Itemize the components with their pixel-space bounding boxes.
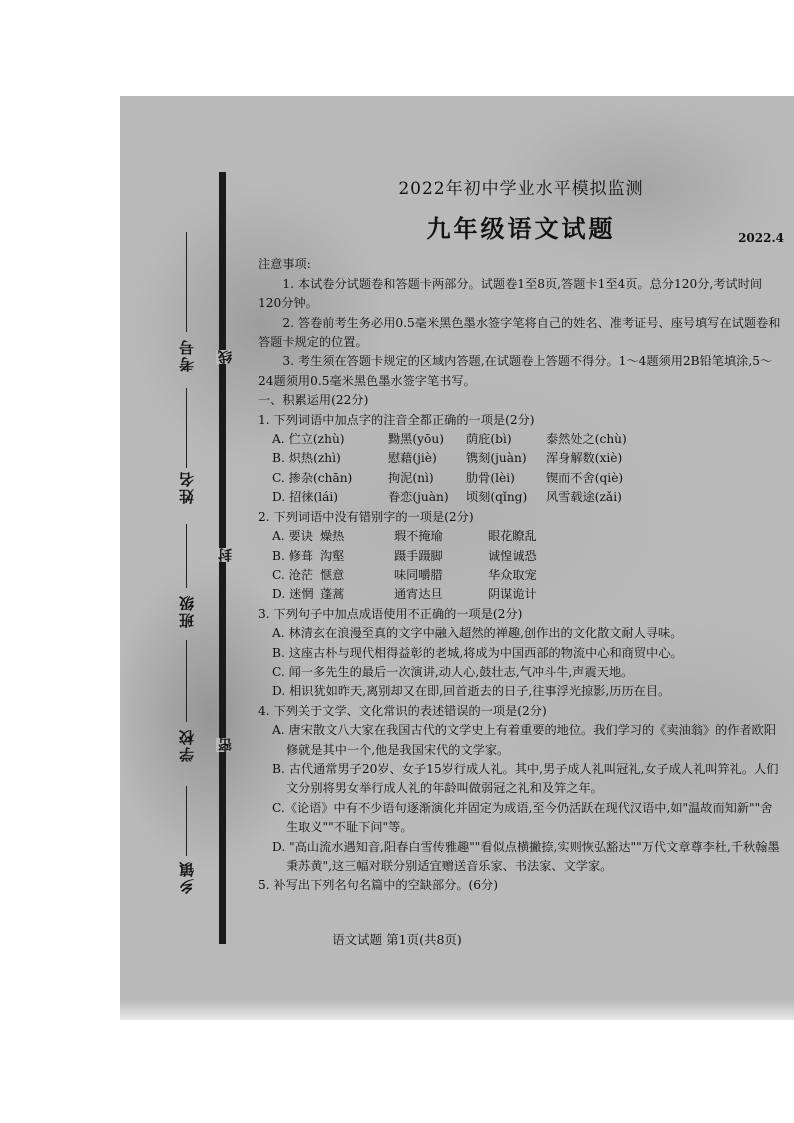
exam-title: 2022年初中学业水平模拟监测 (398, 179, 644, 199)
title-row (258, 214, 784, 251)
option-cell: A. 伫立(zhù) (272, 432, 345, 447)
option-line: C.《论语》中有不少语句逐渐演化并固定为成语,至今仍活跃在现代汉语中,如"温故而知新""舍生取义""不耻下问"等。 (272, 800, 773, 835)
seal-mark-xian: 线 (218, 350, 234, 364)
option-cell: 沟壑 (320, 548, 345, 563)
option-cell: 浑身解数(xiè) (546, 451, 623, 466)
option-cell: B. 修葺 (272, 548, 314, 563)
option-line: C. 闻一多先生的最后一次演讲,动人心,鼓壮志,气冲斗牛,声震天地。 (272, 664, 634, 679)
banji-blank (186, 524, 187, 588)
option-cell: 荫庇(bì) (466, 432, 512, 447)
option-line: A. 唐宋散文八大家在我国古代的文学史上有着重要的地位。我们学习的《卖油翁》的作者欧阳修就是其中一个,他是我国宋代的文学家。 (272, 723, 777, 757)
page-footer: 语文试题 第1页(共8页) (332, 932, 462, 947)
seal-mark-feng: 封 (218, 548, 234, 562)
option-cell: 眼花瞭乱 (488, 529, 537, 544)
notice-heading: 注意事项: (258, 257, 311, 272)
option-cell: 阴谋诡计 (488, 587, 537, 602)
option-cell: 华众取宠 (488, 567, 537, 582)
xingming-label: 姓名 (178, 470, 196, 504)
xuexiao-blank (186, 640, 187, 722)
xuexiao-label: 学校 (178, 728, 196, 762)
option-cell: 黝黑(yōu) (388, 432, 444, 447)
option-cell: 燥热 (320, 529, 345, 544)
exam-content (258, 180, 784, 896)
question-stem: 2. 下列词语中没有错别字的一项是(2分) (258, 509, 474, 524)
option-cell: C. 掺杂(chān) (272, 470, 353, 485)
option-line: D. 相识犹如昨天,离别却又在即,回首逝去的日子,往事浮光掠影,历历在目。 (272, 684, 671, 699)
section-heading: 一、积累运用(22分) (258, 393, 369, 408)
banji-label: 班级 (178, 594, 196, 628)
xiangzhen-blank (186, 786, 187, 856)
question-stem: 1. 下列词语中加点字的注音全都正确的一项是(2分) (258, 412, 535, 427)
notice-item: 1. 本试卷分试题卷和答题卡两部分。试题卷1至8页,答题卡1至4页。总分120分,考试时间120分钟。 (258, 276, 763, 311)
option-cell: 诚惶诚恐 (488, 548, 537, 563)
option-cell: 顷刻(qǐng) (466, 490, 528, 505)
paper-title: 九年级语文试题 (426, 214, 616, 244)
seal-mark-mi: 密 (218, 738, 234, 752)
option-cell: 拘泥(nì) (388, 470, 434, 485)
exam-date: 2022.4 (738, 231, 784, 246)
option-cell: 泰然处之(chù) (546, 432, 627, 447)
q2-options (258, 527, 784, 605)
option-cell: 眷恋(juàn) (388, 490, 449, 505)
kaohao-label: 考号 (178, 338, 196, 372)
option-cell: 蓬蒿 (320, 587, 345, 602)
notice-item: 2. 答卷前考生务必用0.5毫米黑色墨水签字笔将自己的姓名、准考证号、座号填写在试题卷和答题卡规定的位置。 (258, 315, 781, 350)
option-cell: 镌刻(juàn) (466, 451, 527, 466)
option-cell: D. 招徕(lái) (272, 490, 339, 505)
xiangzhen-label: 乡镇 (178, 860, 196, 894)
question-stem: 5. 补写出下列名句名篇中的空缺部分。(6分) (258, 878, 498, 893)
question-stem: 3. 下列句子中加点成语使用不正确的一项是(2分) (258, 606, 523, 621)
option-line: B. 古代通常男子20岁、女子15岁行成人礼。其中,男子成人礼叫冠礼,女子成人礼叫笄礼。人们文分别将男女举行成人礼的年龄叫做弱冠之礼和及笄之年。 (272, 761, 779, 796)
option-cell: A. 要诀 (272, 529, 313, 544)
option-cell: 锲而不舍(qiè) (546, 470, 624, 485)
option-cell: 通宵达旦 (394, 587, 443, 602)
xingming-blank (186, 388, 187, 468)
option-cell: 蹑手蹑脚 (394, 548, 443, 563)
option-line: D. "高山流水遇知音,阳春白雪传雅趣""看似点横撇捺,实则恢弘豁达""万代文章尊李杜,千秋翰墨秉苏黄",这三幅对联分别适宜赠送音乐家、书法家、文学家。 (272, 839, 780, 873)
option-cell: 风雪载途(zǎi) (546, 490, 622, 505)
option-line: B. 这座古朴与现代相得益彰的老城,将成为中国西部的物流中心和商贸中心。 (272, 645, 683, 660)
question-stem: 4. 下列关于文学、文化常识的表述错误的一项是(2分) (258, 703, 547, 718)
option-cell: 瑕不掩瑜 (394, 529, 443, 544)
paper-edge (120, 1000, 794, 1020)
option-line: A. 林清玄在浪漫至真的文字中融入超然的禅趣,创作出的文化散文耐人寻味。 (272, 626, 683, 641)
option-cell: D. 迷惘 (272, 587, 314, 602)
option-cell: 慰藉(jiè) (388, 451, 437, 466)
q1-options (258, 430, 784, 508)
option-cell: B. 炽热(zhì) (272, 451, 341, 466)
option-cell: 惬意 (320, 567, 345, 582)
option-cell: 味同嚼腊 (394, 567, 443, 582)
kaohao-blank (186, 232, 187, 332)
option-cell: 肋骨(lèi) (466, 470, 515, 485)
option-cell: C. 沧茫 (272, 567, 314, 582)
notice-item: 3. 考生须在答题卡规定的区域内答题,在试题卷上答题不得分。1～4题须用2B铅笔填涂,5～24题须用0.5毫米黑色墨水签字笔书写。 (258, 354, 773, 388)
